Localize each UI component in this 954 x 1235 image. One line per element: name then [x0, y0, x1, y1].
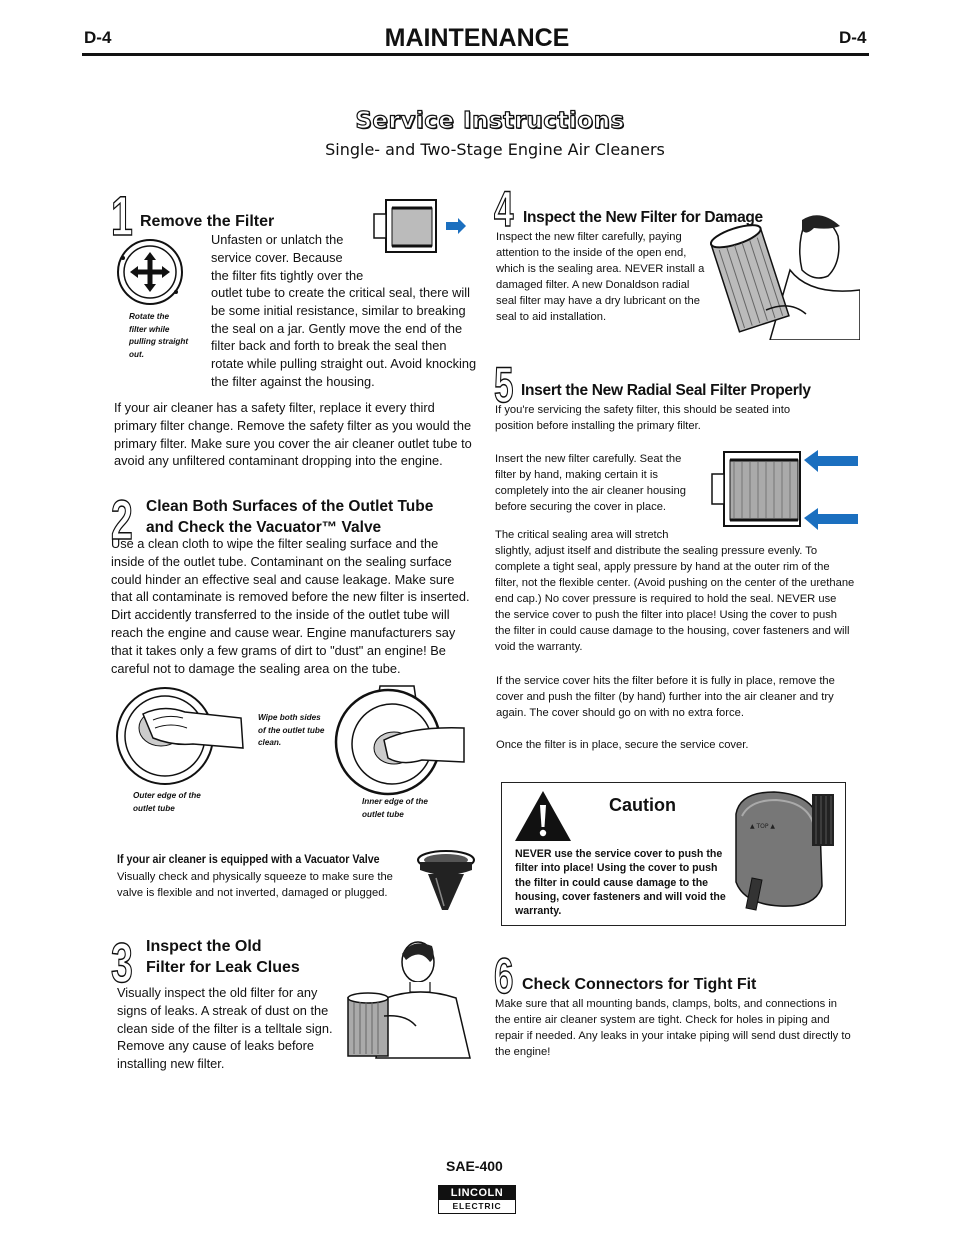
step-5-number: 5 [494, 357, 514, 413]
logo-top-text: LINCOLN [439, 1186, 515, 1200]
step-1-caption: Rotate the filter while pulling straight out. [129, 312, 189, 359]
insert-filter-illustration [708, 446, 860, 532]
inspect-new-filter-illustration [710, 210, 860, 340]
vacuator-title: If your air cleaner is equipped with a Vacuator Valve [117, 853, 380, 866]
outer-edge-caption: Outer edge of the outlet tube [133, 791, 201, 813]
step-1-number: 1 [111, 184, 133, 247]
step-4-text-a: Inspect the new filter carefully, paying attention to the inside of the open end, which is the sealing area. NEVER install a damaged filter. A new Donaldson radial seal filter may have a dry lubricant on the seal to aid installation. [496, 231, 705, 323]
air-cleaner-cover-illustration [726, 786, 836, 922]
step-3-title: Inspect the Old Filter for Leak Clues [146, 938, 300, 976]
page-subtitle: Single- and Two-Stage Engine Air Cleaners [325, 140, 665, 159]
page-code-left: D-4 [84, 28, 112, 47]
step-5-insert-text: Insert the new filter carefully. Seat the filter by hand, making certain it is completely into the air cleaner housing before securing the cover in place. [495, 453, 686, 513]
step-5-sealing-text-a: The critical sealing area will stretch [495, 529, 669, 541]
step-3-text: Visually inspect the old filter for any signs of leaks. A streak of dust on the clean side of the filter is a telltale sign. Remove any cause of leaks before installing new filter. [117, 985, 333, 1072]
model-number: SAE-400 [446, 1158, 503, 1174]
wipe-outer-edge-illustration [113, 684, 249, 792]
logo-bottom-text: ELECTRIC [452, 1201, 502, 1211]
step-1-intro: Unfasten or unlatch the service cover. Because the filter fits tightly over the [211, 232, 364, 283]
vacuator-text: Visually check and physically squeeze to make sure the valve is flexible and not inverted, damaged or plugged. [117, 871, 393, 899]
step-4-number: 4 [494, 181, 514, 237]
rotate-filter-icon [113, 238, 191, 306]
step-5-safety-text: If you're servicing the safety filter, this should be seated into position before installing the primary filter. [495, 404, 791, 432]
step-5-sealing-text-b: slightly, adjust itself and distribute the sealing pressure evenly. To complete a tight seal, apply pressure by hand at the outer rim of the filter, not the flexible center. (Avoid pushing on the center of the urethane end cap.) No cover pressure is required to hold the seal. NEVER use the service cover to push the filter into place! Using the cover to push the filter in could cause damage to the housing, cover fasteners and will void the warranty. [495, 545, 855, 653]
step-4-title: Inspect the New Filter for Damage [523, 209, 763, 226]
step-5-title: Insert the New Radial Seal Filter Properly [521, 382, 811, 399]
inner-edge-caption: Inner edge of the outlet tube [362, 797, 428, 819]
step-1-safety-filter-text: If your air cleaner has a safety filter, replace it every third primary filter change. Remove the safety filter as you would the primary filter. Make sure you cover the air cleaner outlet tube to avoid any unfiltered contaminant dropping into the engine. [114, 400, 472, 469]
cover-top-label: ▲ TOP ▲ [750, 823, 776, 830]
step-1-title: Remove the Filter [140, 213, 275, 230]
wipe-inner-edge-illustration [332, 682, 466, 798]
page-title: Service Instructions [355, 108, 625, 134]
caution-text: NEVER use the service cover to push the filter into place! Using the cover to push the filter in could cause damage to the housing, cover fasteners and will void the warranty. [515, 848, 726, 918]
remove-filter-illustration [368, 192, 468, 260]
step-2-text: Use a clean cloth to wipe the filter sealing surface and the inside of the outlet tube. Contaminant on the sealing surface could hinder an effective seal and cause leakage. Make sure that all contaminate is removed before the new filter is inserted. Dirt accidently transferred to the inside of the outlet tube will reach the engine and cause wear. Engine manufacturers say that it takes only a few grams of dirt to "dust" an engine! Be careful not to damage the sealing area on the tube. [111, 536, 470, 676]
section-title: MAINTENANCE [384, 24, 570, 52]
warning-icon [513, 789, 573, 843]
step-2-number: 2 [111, 488, 133, 551]
step-5-cover-text: If the service cover hits the filter before it is fully in place, remove the cover and push the filter (by hand) further into the air cleaner and try again. The cover should go on with no extra force. [496, 675, 835, 719]
step-6-title: Check Connectors for Tight Fit [522, 976, 757, 993]
logo-registered-mark: ® [505, 1186, 511, 1193]
step-6-text: Make sure that all mounting bands, clamps, bolts, and connections in the entire air cleaner system are tight. Check for holes in piping and repair if needed. Any leaks in your intake piping will send dust directly to the engine! [495, 998, 851, 1058]
step-2-title: Clean Both Surfaces of the Outlet Tube and Check the Vacuator™ Valve [146, 498, 434, 536]
wipe-caption: Wipe both sides of the outlet tube clean. [258, 713, 325, 747]
vacuator-valve-illustration [414, 848, 478, 914]
header-rule [82, 53, 869, 56]
step-1-text: outlet tube to create the critical seal, there will be some initial resistance, similar to breaking the seal on a jar. Gently move the end of the filter back and forth to break the seal then rotate while pulling straight out. Avoid knocking the filter against the housing. [211, 285, 477, 389]
step-6-number: 6 [494, 948, 514, 1004]
page-code-right: D-4 [839, 28, 867, 47]
step-5-secure-text: Once the filter is in place, secure the service cover. [496, 739, 749, 751]
caution-title: Caution [609, 795, 676, 815]
step-3-number: 3 [111, 931, 133, 994]
inspect-old-filter-illustration [346, 936, 472, 1060]
